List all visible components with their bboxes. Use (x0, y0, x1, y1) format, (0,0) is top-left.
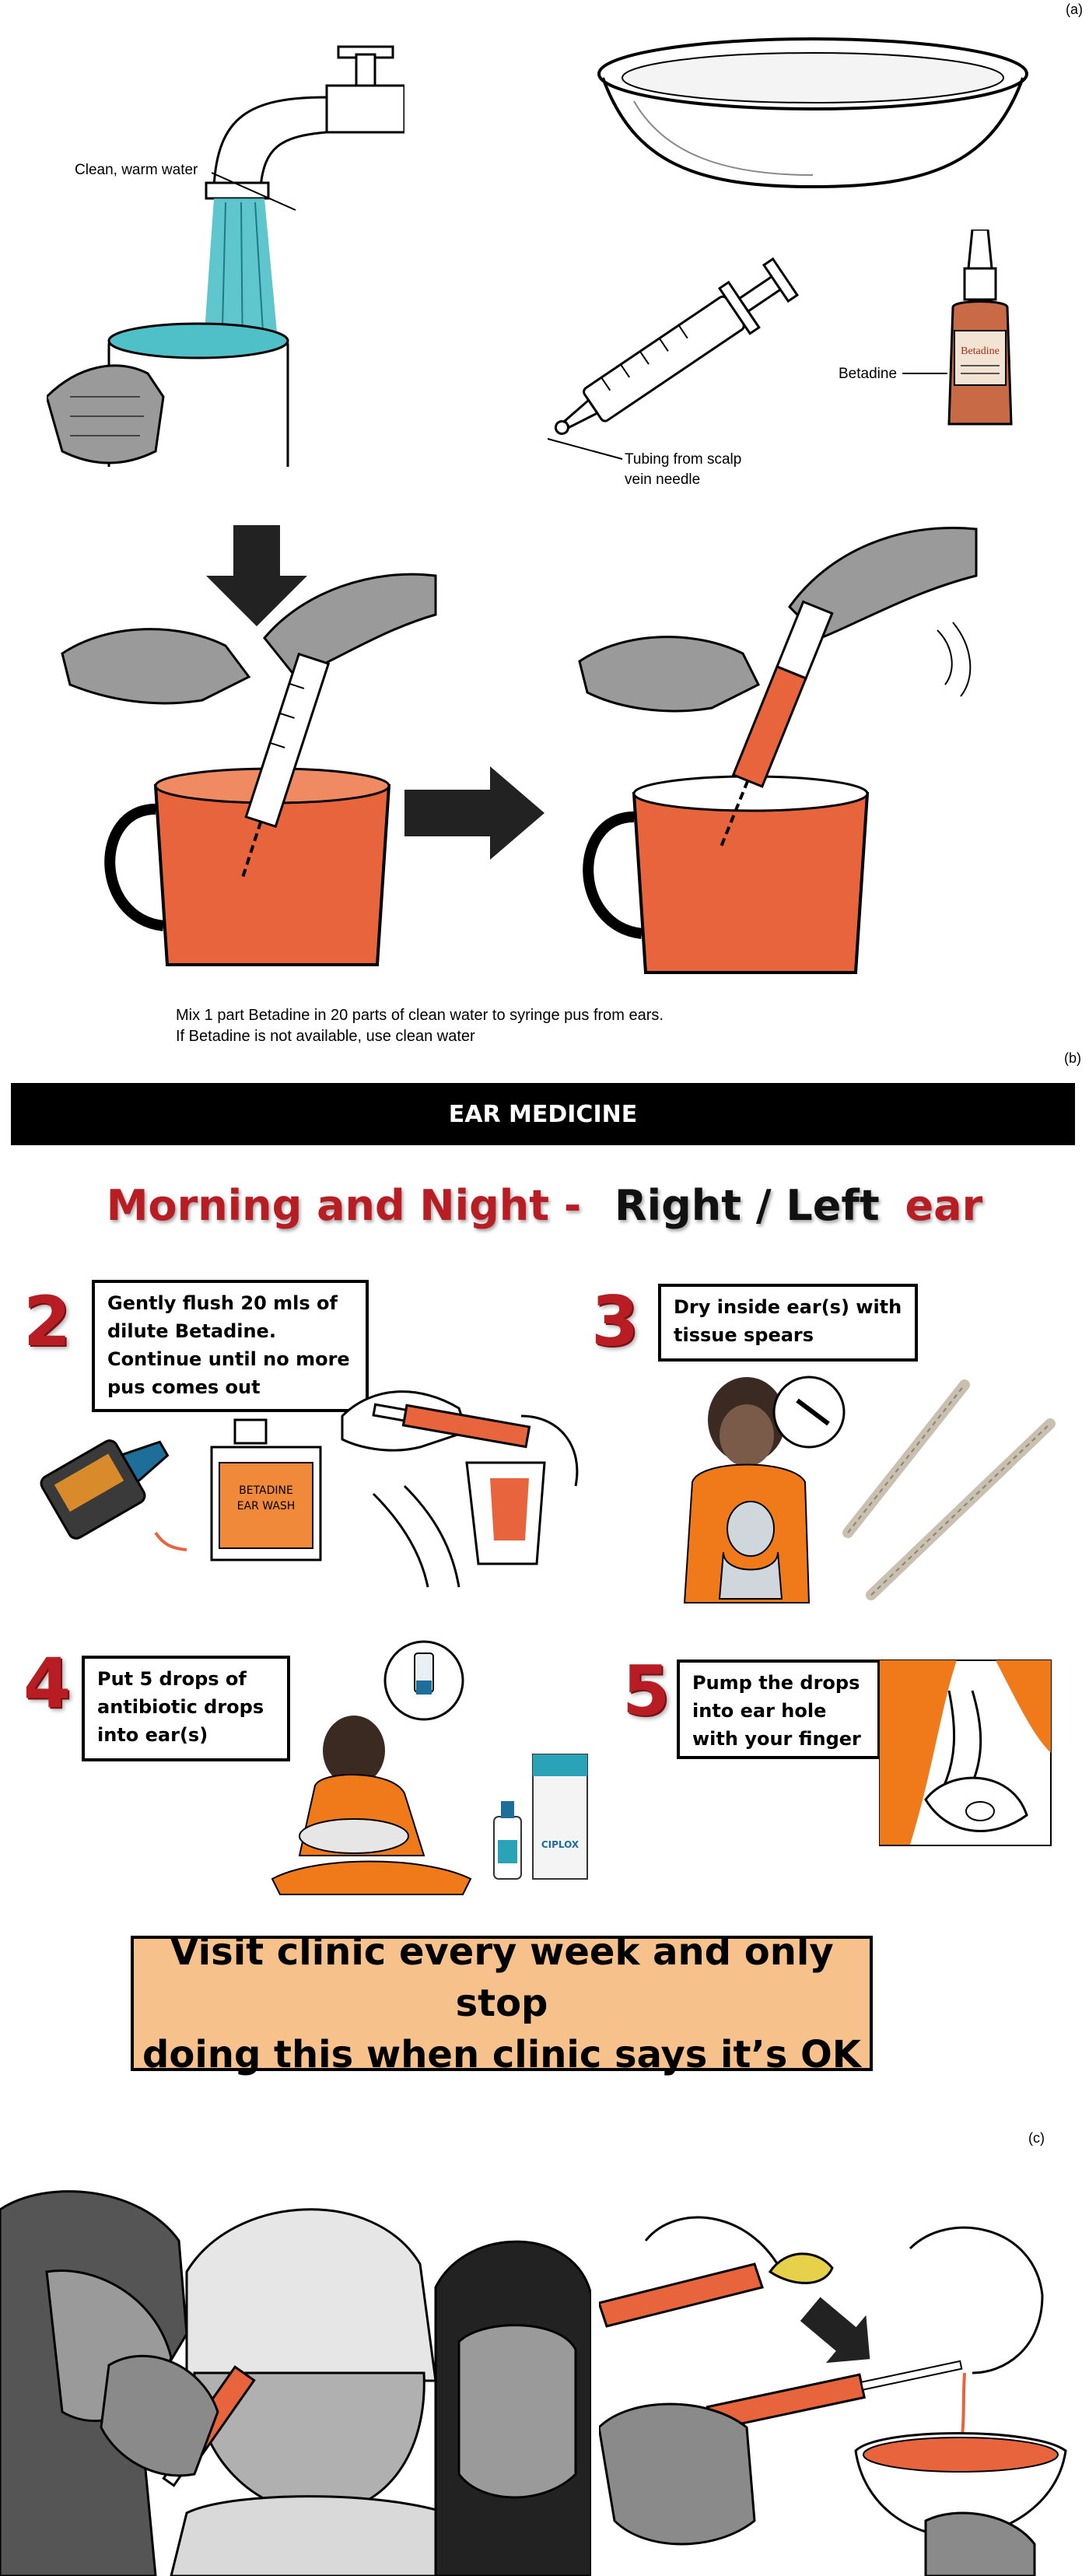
tubing-callout (625, 450, 741, 490)
syringe-flush-illustration (327, 1369, 591, 1595)
basin-illustration (587, 31, 1038, 195)
step-5-line2: into ear hole (692, 1700, 827, 1722)
betadine-callout: Betadine (839, 366, 898, 382)
schedule-heading-side: Right / Left (615, 1181, 880, 1230)
step-3-number: 3 (591, 1281, 639, 1362)
panel-label-b: (b) (1064, 1050, 1081, 1066)
water-leader-line (210, 163, 303, 218)
step-5-instructions (677, 1660, 881, 1759)
betadine-bottle-label: Betadine (961, 345, 1000, 357)
step-2-line1: Gently flush 20 mls of (107, 1292, 338, 1314)
ear-wash-bottle-illustration (204, 1412, 328, 1568)
dropper-bottle-illustration (23, 1416, 202, 1572)
step-4-line1: Put 5 drops of (97, 1668, 247, 1690)
tubing-callout-line2: vein needle (625, 471, 701, 488)
right-arrow-icon (404, 766, 544, 860)
step-5-line3: with your finger (692, 1728, 861, 1750)
step-3-instructions (658, 1284, 918, 1362)
syringe-illustration (529, 241, 825, 459)
mother-drying-ear-illustration (669, 1373, 856, 1607)
ear-wash-label-line2: EAR WASH (236, 1500, 296, 1512)
ear-medicine-banner: EAR MEDICINE (11, 1083, 1075, 1145)
ciplox-label: CIPLOX (541, 1839, 580, 1850)
drawing-up-mug-illustration (572, 513, 1007, 980)
step-4-line3: into ear(s) (97, 1724, 208, 1746)
step-2-number: 2 (23, 1281, 72, 1362)
step-2-line3: Continue until no more (107, 1348, 350, 1370)
step-5-number: 5 (622, 1651, 671, 1731)
tubing-callout-line1: Tubing from scalp (625, 451, 742, 468)
finger-pumping-ear-illustration (879, 1660, 1052, 1846)
mixing-caption (176, 1005, 664, 1047)
ciplox-box-illustration (490, 1747, 591, 1894)
panel-label-c: (c) (1028, 2130, 1045, 2146)
clinic-notice-line1: Visit clinic every week and only stop (170, 1930, 834, 2025)
step-3-line2: tissue spears (674, 1324, 814, 1346)
betadine-bottle-illustration (937, 230, 1023, 432)
clinic-notice-line2: doing this when clinic says it’s OK (142, 2033, 861, 2077)
tubing-leader-line (544, 436, 638, 482)
step-4-number: 4 (23, 1643, 72, 1723)
step-2-line2: dilute Betadine. (107, 1320, 276, 1342)
step-2-line4: pus comes out (107, 1376, 261, 1398)
schedule-heading-time: Morning and Night - (106, 1181, 582, 1230)
step-3-line1: Dry inside ear(s) with (674, 1296, 902, 1318)
step-5-line1: Pump the drops (692, 1672, 860, 1694)
step-4-instructions (82, 1656, 290, 1761)
children-ear-syringing-illustration (0, 2178, 591, 2576)
schedule-heading-ear: ear (905, 1181, 983, 1230)
ear-wash-label-line1: BETADINE (239, 1484, 293, 1497)
tissue-spears-illustration (840, 1377, 1058, 1610)
clinic-notice (131, 1930, 873, 2077)
water-callout: Clean, warm water (75, 162, 198, 178)
step-4-line2: antibiotic drops (97, 1696, 264, 1718)
mixing-caption-line1: Mix 1 part Betadine in 20 parts of clean water to syringe pus from ears. (176, 1007, 664, 1024)
mixing-caption-line2: If Betadine is not available, use clean water (176, 1028, 475, 1045)
mother-applying-drops-illustration (268, 1638, 478, 1898)
schedule-heading (0, 1181, 1089, 1230)
faucet-and-mug-illustration (47, 31, 404, 467)
panel-label-a: (a) (1066, 2, 1083, 17)
ear-syringing-basin-illustration (599, 2194, 1081, 2576)
